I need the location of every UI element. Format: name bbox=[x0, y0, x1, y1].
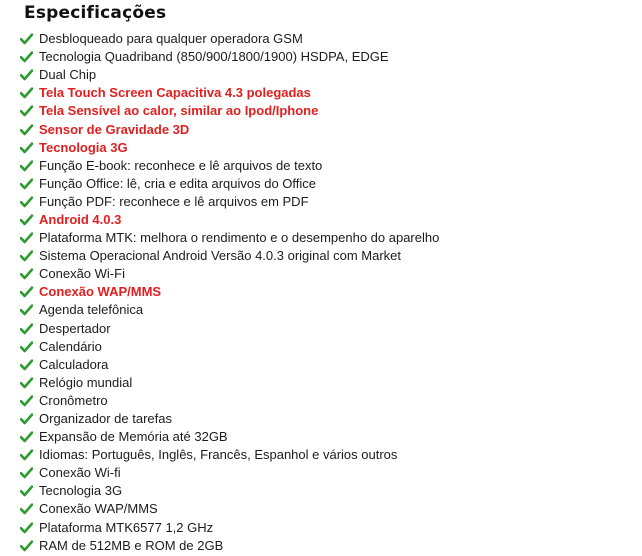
list-item bbox=[20, 211, 439, 229]
list-item-label: Organizador de tarefas bbox=[39, 411, 172, 427]
check-mark-icon bbox=[20, 341, 33, 353]
list-item-label: Plataforma MTK: melhora o rendimento e o desempenho do aparelho bbox=[39, 230, 440, 246]
list-item-label: Conexão Wi-fi bbox=[39, 465, 121, 481]
list-item-label: Conexão WAP/MMS bbox=[39, 284, 162, 300]
check-mark-icon bbox=[20, 485, 33, 497]
list-item-label: Android 4.0.3 bbox=[39, 211, 122, 227]
list-item bbox=[20, 66, 439, 84]
list-item-label: Tecnologia 3G bbox=[39, 139, 128, 155]
list-item-label: Dual Chip bbox=[39, 67, 97, 83]
check-mark-icon bbox=[20, 359, 33, 371]
check-mark-icon bbox=[20, 286, 33, 298]
check-mark-icon bbox=[20, 377, 33, 389]
list-item bbox=[20, 30, 439, 48]
list-item bbox=[20, 374, 439, 392]
list-item bbox=[20, 519, 439, 537]
list-item bbox=[20, 356, 439, 374]
list-item bbox=[20, 446, 439, 464]
check-mark-icon bbox=[20, 214, 33, 226]
check-mark-icon bbox=[20, 33, 33, 45]
list-item bbox=[20, 120, 439, 138]
check-mark-icon bbox=[20, 105, 33, 117]
check-mark-icon bbox=[20, 232, 33, 244]
list-item-label: Desbloqueado para qualquer operadora GSM bbox=[39, 31, 303, 47]
check-mark-icon bbox=[20, 51, 33, 63]
check-mark-icon bbox=[20, 87, 33, 99]
list-item bbox=[20, 102, 439, 120]
check-mark-icon bbox=[20, 431, 33, 443]
check-mark-icon bbox=[20, 178, 33, 190]
list-item bbox=[20, 193, 439, 211]
list-item bbox=[20, 320, 439, 338]
list-item-label: Tela Sensível ao calor, similar ao Ipod/Iphone bbox=[39, 103, 319, 119]
list-item bbox=[20, 338, 439, 356]
specifications-list bbox=[20, 30, 439, 555]
list-item bbox=[20, 247, 439, 265]
list-item bbox=[20, 410, 439, 428]
list-item-label: Calculadora bbox=[39, 356, 109, 372]
page-title: Especificações bbox=[24, 3, 167, 23]
list-item-label: Despertador bbox=[39, 320, 111, 336]
check-mark-icon bbox=[20, 268, 33, 280]
list-item-label: Conexão WAP/MMS bbox=[39, 501, 158, 517]
list-item bbox=[20, 48, 439, 66]
list-item bbox=[20, 464, 439, 482]
list-item-label: RAM de 512MB e ROM de 2GB bbox=[39, 537, 224, 553]
check-mark-icon bbox=[20, 503, 33, 515]
check-mark-icon bbox=[20, 467, 33, 479]
list-item bbox=[20, 139, 439, 157]
list-item bbox=[20, 537, 439, 555]
list-item-label: Sensor de Gravidade 3D bbox=[39, 121, 190, 137]
list-item bbox=[20, 157, 439, 175]
list-item-label: Conexão Wi-Fi bbox=[39, 266, 125, 282]
list-item bbox=[20, 229, 439, 247]
list-item bbox=[20, 428, 439, 446]
list-item-label: Idiomas: Português, Inglês, Francês, Espanhol e vários outros bbox=[39, 447, 398, 463]
list-item-label: Função PDF: reconhece e lê arquivos em PDF bbox=[39, 193, 309, 209]
check-mark-icon bbox=[20, 522, 33, 534]
list-item-label: Agenda telefônica bbox=[39, 302, 144, 318]
list-item bbox=[20, 301, 439, 319]
list-item-label: Função Office: lê, cria e edita arquivos do Office bbox=[39, 175, 316, 191]
list-item-label: Tela Touch Screen Capacitiva 4.3 polegadas bbox=[39, 85, 311, 101]
check-mark-icon bbox=[20, 323, 33, 335]
check-mark-icon bbox=[20, 250, 33, 262]
list-item-label: Relógio mundial bbox=[39, 374, 133, 390]
list-item-label: Tecnologia 3G bbox=[39, 483, 123, 499]
list-item-label: Tecnologia Quadriband (850/900/1800/1900) HSDPA, EDGE bbox=[39, 49, 389, 65]
check-mark-icon bbox=[20, 304, 33, 316]
check-mark-icon bbox=[20, 449, 33, 461]
list-item-label: Calendário bbox=[39, 338, 102, 354]
list-item-label: Sistema Operacional Android Versão 4.0.3 original com Market bbox=[39, 248, 402, 264]
list-item bbox=[20, 482, 439, 500]
check-mark-icon bbox=[20, 69, 33, 81]
check-mark-icon bbox=[20, 142, 33, 154]
check-mark-icon bbox=[20, 413, 33, 425]
list-item-label: Função E-book: reconhece e lê arquivos de texto bbox=[39, 157, 323, 173]
list-item bbox=[20, 265, 439, 283]
list-item-label: Cronômetro bbox=[39, 392, 108, 408]
check-mark-icon bbox=[20, 160, 33, 172]
check-mark-icon bbox=[20, 196, 33, 208]
list-item bbox=[20, 283, 439, 301]
check-mark-icon bbox=[20, 395, 33, 407]
check-mark-icon bbox=[20, 124, 33, 136]
list-item bbox=[20, 175, 439, 193]
list-item-label: Plataforma MTK6577 1,2 GHz bbox=[39, 519, 214, 535]
list-item bbox=[20, 500, 439, 518]
check-mark-icon bbox=[20, 540, 33, 552]
list-item bbox=[20, 84, 439, 102]
list-item bbox=[20, 392, 439, 410]
list-item-label: Expansão de Memória até 32GB bbox=[39, 429, 228, 445]
